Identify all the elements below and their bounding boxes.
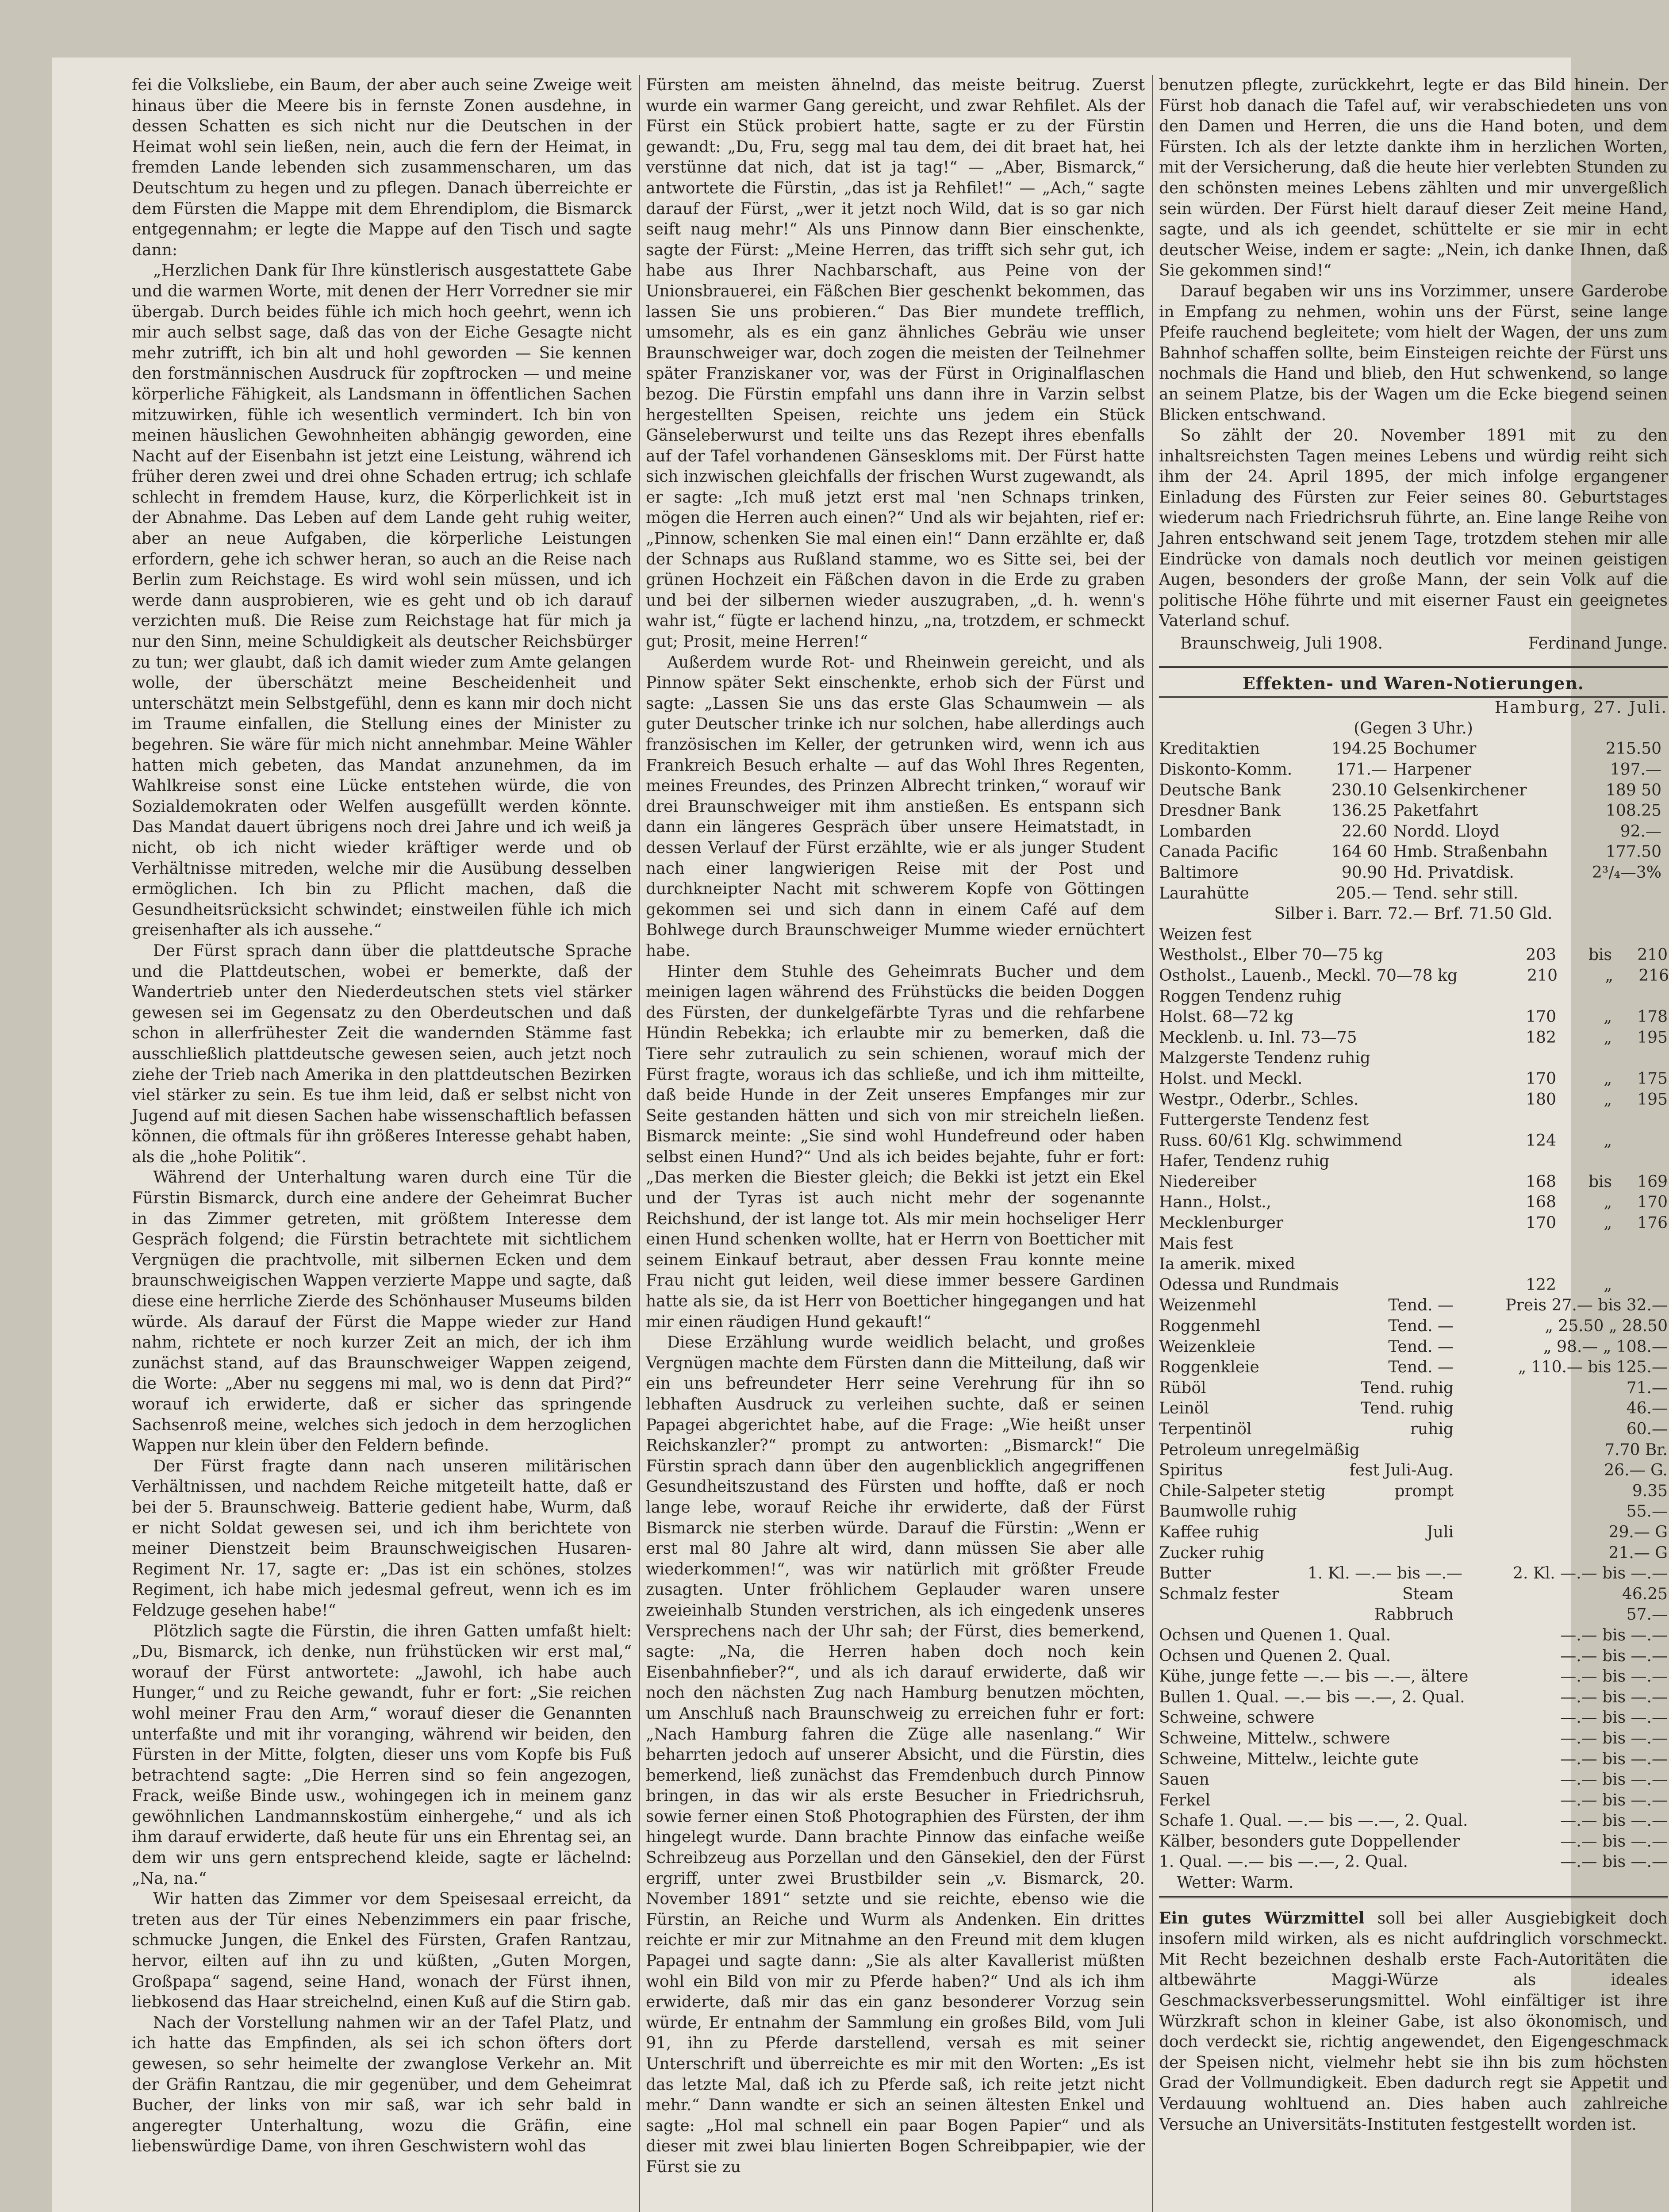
grain-label: Mecklenb. u. Inl. 73—75	[1159, 1028, 1357, 1047]
commodity-label: Leinöl	[1159, 1399, 1209, 1418]
grain-value: 122	[1526, 1275, 1556, 1294]
commodity-label: Butter	[1159, 1564, 1211, 1583]
grain-row	[1159, 1275, 1668, 1296]
grain-label: Holst. und Meckl.	[1159, 1069, 1303, 1088]
stock-name: Tend. sehr still.	[1393, 884, 1519, 902]
paragraph: „Herzlichen Dank für Ihre künstlerisch ausgestattete Gabe und die warmen Worte, mit denen der Herr Vorredner sie mir übergab. Durch beides fühle ich mich hoch geehrt, wenn ich mir auch selbst sage, daß das von der Eiche Gesagte nicht mehr zutrifft, ich bin alt und hohl geworden — Sie kennen den forstmännischen Ausdruck für zopftrocken — und meine körperliche Fähigkeit, als Landsmann in öffentlichen Sachen mitzuwirken, fühle ich wesentlich vermindert. Ich bin von meinen häuslichen Gewohnheiten abhängig geworden, eine Nacht auf der Eisenbahn ist jetzt eine Leistung, während ich früher deren zwei und drei ohne Schaden ertrug; ich schlafe schlecht in fremdem Hause, kurz, die Körperlichkeit ist in der Abnahme. Das Leben auf dem Lande geht ruhig weiter, aber an neue Aufgaben, die körperliche Leistungen erfordern, gehe ich schwer heran, so auch an die Reise nach Berlin zum Reichstage. Es wird wohl sein müssen, und ich werde dann ausprobieren, wie es geht und ob ich darauf verzichten muß. Die Reise zum Reichstage hat für mich ja nur den Sinn, meine Schuldigkeit als deutscher Reichsbürger zu tun; wer glaubt, daß ich damit wieder zum Amte gelangen wolle, der überschätzt meine Bescheidenheit und unterschätzt mein Selbstgefühl, denn es kann mir doch nicht im Traume einfallen, die Stellung eines der Minister zu begehren. Sie wäre für mich nicht annehmbar. Meine Wähler hatten mich gebeten, das Mandat anzunehmen, da im Wahlkreise sonst eine Lücke entstehen würde, die von Sozialdemokraten oder Welfen ausgefüllt werden könnte. Das Mandat dauert übrigens noch drei Jahre und ich weiß ja nicht, ob ich nicht wieder kräftiger werde und ob Verhältnisse mitreden, welche mir die Ausübung desselben ermöglichen. Ich bin zu Pflicht machen, daß die Gesundheitsrücksicht schwindet; einstweilen fühle ich mich greisenhafter als ich aussehe.“	[132, 261, 632, 940]
stock-row	[1159, 780, 1668, 801]
cattle-row	[1159, 1646, 1668, 1667]
stock-price: 90.90	[1341, 863, 1387, 882]
grain-value	[1615, 987, 1668, 1007]
grain-value	[1559, 987, 1612, 1007]
stock-row	[1159, 801, 1668, 822]
commodity-label: Petroleum unregelmäßig	[1159, 1440, 1360, 1459]
commodity-value: „ 110.— bis 125.—	[1518, 1358, 1668, 1377]
commodity-value: 29.— G	[1608, 1523, 1668, 1541]
grain-row	[1159, 987, 1668, 1007]
article-signature	[1159, 634, 1668, 654]
cattle-label: Sauen	[1159, 1770, 1209, 1789]
market-report	[1159, 666, 1668, 1898]
cattle-row	[1159, 1811, 1668, 1832]
commodity-row	[1159, 1357, 1668, 1378]
paragraph: fei die Volksliebe, ein Baum, der aber auch seine Zweige weit hinaus über die Meere bis in fernste Zonen ausdehne, in dessen Schatten es sich nicht nur die Deutschen in der Heimat wohl sein ließen, nein, auch die fern der Heimat, in fremden Lande lebenden sich zusammenscharen, um das Deutschtum zu hegen und zu pflegen. Danach überreichte er dem Fürsten die Mappe mit dem Ehrendiplom, die Bismarck entgegennahm; er legte die Mappe auf den Tisch und sagte dann:	[132, 76, 632, 259]
paragraph: Hinter dem Stuhle des Geheimrats Bucher und dem meinigen lagen während des Frühstücks die beiden Doggen des Fürsten, der dunkelgefärbte Tyras und die rehfarbene Hündin Rebekka; ich erlaubte mir zu bemerken, daß die Tiere sehr zutraulich zu sein schienen, worauf mich der Fürst fragte, woraus ich das schließe, und ich ihm mitteilte, daß beide Hunde in der Zeit unseres Empfanges mir zur Seite gestanden hätten und sich von mir streicheln ließen. Bismarck meinte: „Sie sind wohl Hundefreund oder haben selbst einen Hund?“ Und als ich beides bejahte, fuhr er fort: „Das merken die Biester gleich; die Bekki ist jetzt ein Ekel und der Tyras ist auch nicht mehr der sogenannte Reichshund, der ist lange tot. Als mir mein hochseliger Herr einen Hund schenken wollte, hat er Herrn von Boetticher mit seinem Einkauf betraut, aber dessen Frau konnte meine Frau nicht gut leiden, weil diese immer bessere Gardinen hatte als sie, da ist Herr von Boetticher hingegangen und hat mir einen räudigen Hund gekauft!“	[646, 962, 1145, 1331]
stock-name: Canada Pacific	[1159, 843, 1278, 861]
grain-value: 180	[1526, 1090, 1556, 1109]
cattle-value: —.— bis —.—	[1560, 1853, 1668, 1871]
cattle-row	[1159, 1625, 1668, 1646]
commodity-label: Kaffee ruhig	[1159, 1523, 1259, 1541]
commodity-value: Tend. —	[1388, 1337, 1454, 1356]
commodity-label: Terpentinöl	[1159, 1420, 1252, 1438]
stock-name: Baltimore	[1159, 863, 1239, 882]
grain-value	[1559, 1151, 1612, 1172]
cattle-row	[1159, 1728, 1668, 1749]
commodity-value: Tend. ruhig	[1361, 1399, 1454, 1418]
cattle-row	[1159, 1852, 1668, 1873]
commodity-value	[1308, 1440, 1454, 1461]
commodity-row	[1159, 1419, 1668, 1440]
stock-price: 230.10	[1331, 781, 1387, 799]
grain-value: „	[1604, 1131, 1612, 1150]
cattle-label: Schafe 1. Qual. —.— bis —.—, 2. Qual.	[1159, 1812, 1468, 1830]
grain-label: Holst. 68—72 kg	[1159, 1008, 1294, 1026]
cattle-row	[1159, 1832, 1668, 1852]
cattle-value: —.— bis —.—	[1560, 1647, 1668, 1665]
commodity-value: 21.— G	[1608, 1544, 1668, 1562]
grain-value	[1615, 1275, 1668, 1296]
stock-name: Hmb. Straßenbahn	[1393, 843, 1548, 861]
paragraph: Darauf begaben wir uns ins Vorzimmer, unsere Garderobe in Empfang zu nehmen, wohin uns der Fürst, seine lange Pfeife rauchend begleitete; vom hielt der Wagen, der uns zum Bahnhof schaffen sollte, beim Einsteigen reichte der Fürst uns nochmals die Hand und blieb, den Hut schwenkend, so lange an seinem Platze, bis der Wagen um die Ecke biegend seinen Blicken entschwand.	[1159, 282, 1668, 424]
grain-value: 170	[1526, 1069, 1556, 1088]
stock-name: Deutsche Bank	[1159, 781, 1281, 799]
grain-row	[1159, 1234, 1668, 1255]
signature-place-date: Braunschweig, Juli 1908.	[1180, 634, 1383, 653]
commodity-row	[1159, 1481, 1668, 1502]
commodity-row	[1159, 1543, 1668, 1564]
signature-author: Ferdinand Junge.	[1528, 634, 1668, 653]
commodity-value: Rabbruch	[1374, 1605, 1454, 1624]
commodity-value: 60.—	[1626, 1420, 1668, 1438]
market-title: Effekten- und Waren-Notierungen.	[1159, 671, 1668, 698]
commodity-row	[1159, 1522, 1668, 1543]
grain-value: 203	[1526, 946, 1556, 964]
grain-value	[1459, 1151, 1556, 1172]
stock-name: Gelsenkirchener	[1393, 781, 1527, 799]
stock-price: 22.60	[1341, 822, 1387, 841]
commodity-value: 26.— G.	[1604, 1461, 1668, 1480]
silver-quote: Silber i. Barr. 72.— Brf. 71.50 Gld.	[1274, 905, 1553, 923]
grain-value	[1559, 1110, 1612, 1131]
stock-row	[1159, 739, 1668, 760]
grain-value: 124	[1526, 1131, 1556, 1150]
grain-value: 182	[1526, 1028, 1556, 1047]
commodity-label: Zucker ruhig	[1159, 1544, 1265, 1562]
grain-row	[1159, 1048, 1668, 1069]
cattle-label: Ochsen und Quenen 1. Qual.	[1159, 1626, 1391, 1644]
grain-label: Roggen Tendenz ruhig	[1159, 987, 1342, 1006]
grain-value: 178	[1637, 1008, 1668, 1026]
grain-label: Russ. 60/61 Klg. schwimmend	[1159, 1131, 1402, 1150]
grain-value	[1615, 1110, 1668, 1131]
grain-row	[1159, 1131, 1668, 1152]
grain-row	[1159, 1090, 1668, 1110]
cattle-value: —.— bis —.—	[1560, 1729, 1668, 1747]
ad-text: soll bei aller Ausgiebigkeit doch insofern mild wirken, als es nicht aufdringlich vorschmeckt. Mit Recht bezeichnen deshalb erste Fach-Autoritäten die altbewährte Maggi-Würze als ideales Geschmacksverbesserungsmittel. Wohl einfältiger ist ihre Würzkraft schon in kleiner Gabe, ist also ökonomisch, und doch verdeckt sie, richtig angewendet, den Eigengeschmack der Speisen nicht, vielmehr hebt sie ihn bis zum höchsten Grad der Vollmundigkeit. Eben dadurch regt sie Appetit und Verdauung wohltuend an. Dies haben auch zahlreiche Versuche an Universitäts-Instituten festgestellt worden ist.	[1159, 1909, 1668, 2134]
commodity-value: 46.25	[1622, 1585, 1668, 1603]
grain-row	[1159, 1007, 1668, 1028]
commodity-row	[1159, 1440, 1668, 1461]
commodity-label: Weizenmehl	[1159, 1296, 1257, 1315]
grain-row	[1159, 945, 1668, 966]
cattle-value: —.— bis —.—	[1560, 1791, 1668, 1809]
grain-row	[1159, 1213, 1668, 1234]
stock-price: 92.—	[1620, 822, 1661, 841]
commodity-value: 1. Kl. —.— bis —.—	[1308, 1564, 1462, 1583]
cattle-row	[1159, 1770, 1668, 1790]
commodity-value: Tend. —	[1388, 1317, 1454, 1336]
commodity-value: Preis 27.— bis 32.—	[1505, 1296, 1668, 1315]
grain-row	[1159, 1192, 1668, 1213]
cattle-label: 1. Qual. —.— bis —.—, 2. Qual.	[1159, 1853, 1408, 1871]
grain-value: „	[1604, 1193, 1612, 1212]
commodity-value: Tend. —	[1388, 1358, 1454, 1377]
article-column-3	[1159, 75, 1668, 2135]
commodity-value: fest Juli-Aug.	[1349, 1461, 1454, 1480]
stock-name: Diskonto-Komm.	[1159, 760, 1293, 779]
paragraph: Diese Erzählung wurde weidlich belacht, und großes Vergnügen machte dem Fürsten dann die Mitteilung, daß wir ein uns befreundeter Herr seine Verehrung für ihn so lebhaften Ausdruck zu verleihen suchte, daß er seinen Papagei abgerichtet habe, auf die Frage: „Wie heißt unser Reichskanzler?“ prompt zu antworten: „Bismarck!“ Die Fürstin sprach dann über den augenblicklich angegriffenen Gesundheitszustand des Fürsten und hoffte, daß er noch lange lebe, worauf Reiche ihr erwiderte, daß der Fürst Bismarck nie sterben würde. Darauf die Fürstin: „Wenn er erst mal 80 Jahre alt wird, dann müssen Sie aber alle wiederkommen!“, was wir natürlich mit größter Freude zusagten. Unter fröhlichem Geplauder waren unsere zweieinhalb Stunden verstrichen, als ich eingedenk unseres Versprechens nach der Uhr sah; der Fürst, dies bemerkend, sagte: „Na, die Herren haben doch noch kein Eisenbahnfieber?“, und als ich darauf erwiderte, daß wir noch den nächsten Zug nach Hamburg benutzen möchten, um Anschluß nach Braunschweig zu erreichen fuhr er fort: „Nach Hamburg fahren die Züge alle nasenlang.“ Wir beharrten jedoch auf unserer Absicht, und die Fürstin, dies bemerkend, ließ zunächst das Fremdenbuch durch Pinnow bringen, in das wir als erste Besucher in Friedrichsruh, sowie ferner einen Stoß Photographien des Fürsten, der ihm hingelegt wurde. Dann brachte Pinnow das einfache weiße Schreibzeug aus Porzellan und den Gänsekiel, den der Fürst ergriff, unter zwei Brustbilder sein „v. Bismarck, 20. November 1891“ setzte und sie reichte, ebenso wie die Fürstin, an Reiche und Wurm als Andenken. Ein drittes reichte er mir zur Mitnahme an den Freund mit dem klugen Papagei und sagte dann: „Sie als alter Kavallerist müßten wohl ein Bild von mir zu Pferde haben?“ Und als ich ihm erwiderte, daß mir das ein ganz besonderer Vorzug sein würde, Er entnahm der Sammlung ein großes Bild, vom Juli 91, ihn zu Pferde darstellend, versah es mit seiner Unterschrift und überreichte es mir mit den Worten: „Es ist das letzte Mal, daß ich zu Pferde saß, ich reite jetzt nicht mehr.“ Dann wandte er sich an seinen ältesten Enkel und sagte: „Hol mal schnell ein paar Bogen Papier“ und als dieser mit zwei blau linierten Bogen Schreibpapier, wie der Fürst sie zu	[646, 1333, 1145, 2176]
cattle-label: Schweine, schwere	[1159, 1709, 1315, 1727]
newspaper-page	[52, 58, 1669, 2212]
stock-price: 177.50	[1606, 843, 1661, 861]
paragraph: Außerdem wurde Rot- und Rheinwein gereicht, und als Pinnow später Sekt einschenkte, erhob sich der Fürst und sagte: „Lassen Sie uns das erste Glas Schaumwein — als guter Deutscher trinke ich nur solchen, habe allerdings auch französischen im Keller, der getrunken wird, wenn ich aus Frankreich Besuch erhalte — auf das Wohl Ihres Regenten, meines Freundes, des Prinzen Albrecht trinken,“ worauf wir drei Braunschweiger mit ihm anstießen. Es entspann sich dann ein längeres Gespräch über unsere Heimatstadt, in dessen Verlauf der Fürst erzählte, wie er als junger Student nach einer langwierigen Reise mit der Post und durchkneipter Nacht mit schwerem Kopfe von Göttingen gekommen sei und sich dann in einem Café auf dem Bohlwege durch Braunschweiger Mumme wieder ernüchtert habe.	[646, 653, 1145, 960]
commodity-value: 2. Kl. —.— bis —.—	[1513, 1564, 1668, 1583]
column-divider	[1152, 75, 1153, 2212]
commodity-row	[1159, 1605, 1668, 1625]
grain-value	[1559, 1254, 1612, 1275]
stock-price: 194.25	[1331, 740, 1387, 758]
cattle-value: —.— bis —.—	[1560, 1832, 1668, 1851]
commodity-label: Schmalz fester	[1159, 1585, 1279, 1603]
grain-value	[1615, 1131, 1668, 1152]
grain-value: 210	[1527, 966, 1558, 985]
paragraph: Plötzlich sagte die Fürstin, die ihren Gatten umfaßt hielt: „Du, Bismarck, ich denke, nun frühstücken wir erst mal,“ worauf der Fürst antwortete: „Jawohl, ich habe auch Hunger,“ und zu Reiche gewandt, fuhr er fort: „Sie reichen wohl meiner Frau den Arm,“ worauf dieser die Genannten unterfaßte und mit ihr voranging, während wir beiden, den Fürsten in der Mitte, folgten, dieser uns vom Kopfe bis Fuß betrachtend sagte: „Die Herren sind so fein angezogen, Frack, weiße Binde usw., wohingegen ich in meinem ganz gewöhnlichen Landmannskostüm einhergehe,“ und als ich ihm darauf erwiderte, daß heute für uns ein Ehrentag sei, an dem wir uns gern entsprechend kleide, sagte er lächelnd: „Na, na.“	[132, 1622, 632, 1888]
grain-value: „	[1604, 1028, 1612, 1047]
commodity-row	[1159, 1502, 1668, 1522]
market-place-date: Hamburg, 27. Juli.	[1494, 699, 1668, 717]
grain-value: „	[1604, 1090, 1612, 1109]
grain-value: 170	[1526, 1008, 1556, 1026]
commodity-value: 71.—	[1626, 1379, 1668, 1397]
grain-row	[1159, 966, 1668, 987]
article-column-1	[132, 75, 632, 2157]
paragraph: Der Fürst fragte dann nach unseren militärischen Verhältnissen, und nachdem Reiche mitgeteilt hatte, daß er bei der 5. Braunschweig. Batterie gedient habe, Wurm, daß er nicht Soldat gewesen sei, und ich ihm berichtete von meiner Dienstzeit beim Braunschweigischen Husaren-Regiment Nr. 17, sagte er: „Das ist ein schönes, stolzes Regiment, ich habe mich jedesmal gefreut, wenn ich es im Feldzuge gesehen habe!“	[132, 1457, 632, 1620]
grain-value: 216	[1638, 966, 1669, 985]
stock-name: Bochumer	[1393, 740, 1477, 758]
grain-value	[1615, 925, 1668, 945]
grain-value: „	[1604, 1275, 1612, 1294]
grain-row	[1159, 1069, 1668, 1090]
grain-label: Mecklenburger	[1159, 1214, 1284, 1233]
commodity-row	[1159, 1460, 1668, 1481]
stock-name: Dresdner Bank	[1159, 802, 1281, 820]
commodity-label: Weizenkleie	[1159, 1337, 1255, 1356]
commodity-row	[1159, 1295, 1668, 1316]
stock-row	[1159, 842, 1668, 863]
ad-headline: Ein gutes Würzmittel	[1159, 1909, 1365, 1928]
commodity-value: 46.—	[1626, 1399, 1668, 1418]
commodity-row	[1159, 1378, 1668, 1399]
grain-value: „	[1604, 1069, 1612, 1088]
article-column-2	[646, 75, 1145, 2178]
cattle-label: Bullen 1. Qual. —.— bis —.—, 2. Qual.	[1159, 1688, 1465, 1706]
column-divider	[639, 75, 640, 2212]
grain-value: 168	[1526, 1193, 1556, 1212]
grain-row	[1159, 1172, 1668, 1193]
grain-value: 169	[1637, 1172, 1668, 1191]
commodity-value	[1308, 1543, 1454, 1564]
stock-row	[1159, 822, 1668, 842]
stock-price	[1584, 883, 1668, 904]
grain-value	[1559, 1048, 1612, 1069]
grain-value	[1559, 1234, 1612, 1255]
cattle-row	[1159, 1667, 1668, 1687]
stock-name: Harpener	[1393, 760, 1472, 779]
commodity-value: 57.—	[1626, 1605, 1668, 1624]
cattle-label: Kühe, junge fette —.— bis —.—, ältere	[1159, 1667, 1469, 1686]
grain-label: Malzgerste Tendenz ruhig	[1159, 1049, 1370, 1068]
weather-line: Wetter: Warm.	[1159, 1873, 1668, 1898]
stock-name: Kreditaktien	[1159, 740, 1260, 758]
paragraph: Fürsten am meisten ähnelnd, das meiste beitrug. Zuerst wurde ein warmer Gang gereicht, und zwar Rehfilet. Als der Fürst ein Stück probiert hatte, sagte er zu der Fürstin gewandt: „Du, Fru, segg mal tau dem, dei dit braet hat, hei verstünne dat nich, dat ist ja tag!“ — „Aber, Bismarck,“ antwortete die Fürstin, „das ist ja Rehfilet!“ — „Ach,“ sagte darauf der Fürst, „wer it jetzt noch Wild, dat is so gar nich seift naug mehr!“ Als uns Pinnow dann Bier einschenkte, sagte der Fürst: „Meine Herren, das trifft sich sehr gut, ich habe aus Ihrer Nachbarschaft, aus Peine von der Unionsbrauerei, ein Fäßchen Bier geschenkt bekommen, das lassen Sie uns probieren.“ Das Bier mundete trefflich, umsomehr, als es ein ganz ähnliches Gebräu wie unser Braunschweiger war, doch zogen die meisten der Teilnehmer später Franziskaner vor, was der Fürst in Originalflaschen bezog. Die Fürstin empfahl uns dann ihre in Varzin selbst hergestellten Speisen, reichte uns jedem ein Stück Gänseleberwurst und teilte uns das Rezept ihres ebenfalls auf der Tafel vorhandenen Gänseskloms mit. Der Fürst hatte sich inzwischen gleichfalls der frischen Wurst zugewandt, als er sagte: „Ich muß jetzt erst mal 'nen Schnaps trinken, mögen die Herren auch einen?“ Und als wir bejahten, rief er: „Pinnow, schenken Sie mal einen ein!“ Dann erzählte er, daß der Schnaps aus Rußland stamme, wo es Sitte sei, bei der grünen Hochzeit ein Fäßchen davon in die Erde zu graben und bei der silbernen wieder auszugraben, „d. h. wenn's wahr ist,“ fügte er lachend hinzu, „na, trotzdem, er schmeckt gut; Prosit, meine Herren!“	[646, 76, 1145, 651]
grain-value: „	[1604, 1214, 1612, 1233]
advertisement	[1159, 1908, 1668, 2135]
grain-row	[1159, 1151, 1668, 1172]
grain-value: 195	[1637, 1090, 1668, 1109]
cattle-value: —.— bis —.—	[1560, 1709, 1668, 1727]
stock-price: 197.—	[1610, 760, 1661, 779]
grain-value: 175	[1637, 1069, 1668, 1088]
grain-value	[1615, 1234, 1668, 1255]
cattle-label: Ferkel	[1159, 1791, 1211, 1809]
grain-value	[1459, 987, 1556, 1007]
commodity-quotes	[1159, 1295, 1668, 1625]
grain-label: Hann., Holst.,	[1159, 1193, 1271, 1212]
stock-price: 136.25	[1331, 802, 1387, 820]
grain-label: Westholst., Elber 70—75 kg	[1159, 946, 1383, 964]
stock-name: Paketfahrt	[1393, 802, 1478, 820]
stock-price: 205.—	[1335, 884, 1387, 902]
grain-value: 170	[1637, 1193, 1668, 1212]
commodity-value: Tend. —	[1388, 1296, 1454, 1315]
cattle-row	[1159, 1708, 1668, 1728]
grain-value: 210	[1637, 946, 1668, 964]
grain-value	[1559, 925, 1612, 945]
grain-label: Futtergerste Tendenz fest	[1159, 1111, 1369, 1129]
commodity-value: ruhig	[1410, 1420, 1454, 1438]
cattle-value: —.— bis —.—	[1560, 1750, 1668, 1768]
stock-price: 171.—	[1335, 760, 1387, 779]
commodity-row	[1159, 1337, 1668, 1358]
commodity-row	[1159, 1316, 1668, 1337]
cattle-row	[1159, 1790, 1668, 1811]
cattle-value: —.— bis —.—	[1560, 1688, 1668, 1706]
commodity-label: Chile-Salpeter stetig	[1159, 1482, 1326, 1500]
grain-label: Ostholst., Lauenb., Meckl. 70—78 kg	[1159, 966, 1458, 985]
grain-value: 195	[1637, 1028, 1668, 1047]
commodity-row	[1159, 1398, 1668, 1419]
stock-row	[1159, 863, 1668, 883]
grain-value	[1615, 1048, 1668, 1069]
commodity-label: Baumwolle ruhig	[1159, 1502, 1297, 1521]
paragraph: Der Fürst sprach dann über die plattdeutsche Sprache und die Plattdeutschen, wobei er bemerkte, daß der Wandertrieb unter den Niederdeutschen stets viel stärker gewesen sei im Gegensatz zu den Oberdeutschen und daß schon in allerfrühester Zeit die wandernden Stämme fast ausschließlich plattdeutsche gewesen seien, auch jetzt noch ziehe der Trieb nach Amerika in den plattdeutschen Bezirken viel stärker zu sein. Es tue ihm leid, daß er selbst nicht von Jugend auf mit diesen Sachen habe wissenschaftlich befassen können, die oftmals für ihn größeres Interesse gehabt haben, als die „hohe Politik“.	[132, 941, 632, 1166]
stock-row	[1159, 883, 1668, 904]
stock-price: 108.25	[1606, 802, 1661, 820]
stock-name: Nordd. Lloyd	[1393, 822, 1500, 841]
grain-value	[1459, 1234, 1556, 1255]
grain-row	[1159, 1110, 1668, 1131]
commodity-row	[1159, 1563, 1668, 1584]
cattle-label: Schweine, Mittelw., schwere	[1159, 1729, 1390, 1747]
grain-value: 168	[1526, 1172, 1556, 1191]
grain-value	[1459, 1110, 1556, 1131]
grain-row	[1159, 1028, 1668, 1048]
grain-label: Odessa und Rundmais	[1159, 1275, 1339, 1294]
grain-value: „	[1605, 966, 1613, 985]
stock-name: Lombarden	[1159, 822, 1251, 841]
grain-label: Niedereiber	[1159, 1172, 1257, 1191]
grain-value	[1615, 1254, 1668, 1275]
grain-quotes	[1159, 925, 1668, 1296]
commodity-row	[1159, 1584, 1668, 1605]
stock-name: Hd. Privatdisk.	[1393, 863, 1514, 882]
commodity-value: prompt	[1394, 1482, 1454, 1500]
cattle-row	[1159, 1749, 1668, 1770]
grain-label: Ia amerik. mixed	[1159, 1255, 1295, 1274]
cattle-value: —.— bis —.—	[1560, 1667, 1668, 1686]
cattle-label: Schweine, Mittelw., leichte gute	[1159, 1750, 1419, 1768]
cattle-row	[1159, 1687, 1668, 1708]
stock-name: Laurahütte	[1159, 884, 1249, 902]
commodity-value: 55.—	[1626, 1502, 1668, 1521]
stock-price: 189 50	[1606, 781, 1661, 799]
commodity-label: Roggenkleie	[1159, 1358, 1259, 1377]
grain-value: bis	[1588, 946, 1612, 964]
commodity-value: Steam	[1402, 1585, 1454, 1603]
grain-value: bis	[1588, 1172, 1612, 1191]
stock-price: 215.50	[1606, 740, 1661, 758]
paragraph: So zählt der 20. November 1891 mit zu den inhaltsreichsten Tagen meines Lebens und würdig reiht sich ihm der 24. April 1895, der mich infolge ergangener Einladung des Fürsten zur Feier seines 80. Geburtstages wiederum nach Friedrichsruh führte, an. Eine lange Reihe von Jahren entschwand seit jenem Tage, trotzdem stehen mir alle Eindrücke von damals noch deutlich vor meinen geistigen Augen, besonders der große Mann, der sein Volk auf die politische Höhe führte und mit eiserner Faust ein geeignetes Vaterland schuf.	[1159, 426, 1668, 630]
stock-price: 164 60	[1331, 843, 1387, 861]
paragraph: benutzen pflegte, zurückkehrt, legte er das Bild hinein. Der Fürst hob danach die Tafel auf, wir verabschiedeten uns von den Damen und Herren, die uns die Hand boten, und dem Fürsten. Ich als der letzte dankte ihm in herzlichen Worten, mit der Versicherung, daß die heute hier verlebten Stunden zu den schönsten meines Lebens zählten und mir unvergeßlich sein würden. Der Fürst hielt darauf dieser Zeit meine Hand, sagte, und als ich geendet, schüttelte er sie mir in echt deutscher Weise, indem er sagte: „Nein, ich danke Ihnen, daß Sie gekommen sind!“	[1159, 76, 1668, 280]
grain-value	[1459, 1254, 1556, 1275]
grain-label: Mais fest	[1159, 1234, 1233, 1253]
paragraph: Wir hatten das Zimmer vor dem Speisesaal erreicht, da treten aus der Tür eines Nebenzimmers ein paar frische, schmucke Jungen, die Enkel des Fürsten, Grafen Rantzau, hervor, eilten auf ihn zu und küßten, „Guten Morgen, Großpapa“ sagend, seine Hand, wonach der Fürst ihnen, liebkosend das Haar streichelnd, einen Kuß auf die Stirn gab.	[132, 1890, 632, 2012]
grain-label: Weizen fest	[1159, 925, 1252, 944]
grain-value	[1615, 1151, 1668, 1172]
grain-row	[1159, 1254, 1668, 1275]
cattle-value: —.— bis —.—	[1560, 1626, 1668, 1644]
grain-value: „	[1604, 1008, 1612, 1026]
paragraph: Während der Unterhaltung waren durch eine Tür die Fürstin Bismarck, durch eine andere der Geheimrat Bucher in das Zimmer getreten, mit größtem Interesse dem Gespräch folgend; die Fürstin betrachtete mit sichtlichem Vergnügen die prachtvolle, mit silbernen Ecken und dem braunschweigischen Wappen verzierte Mappe und sagte, daß diese eine herrliche Zierde des Schönhauser Museums bilden würde. Als darauf der Fürst die Mappe wieder zur Hand nahm, richtete er noch kurzer Zeit an mich, der ich ihm zunächst stand, auf das Braunschweiger Wappen zeigend, die Worte: „Aber nu seggens mi mal, wo is denn dat Pird?“ worauf ich erwiderte, daß er sicher das springende Sachsenroß meine, welches sich jedoch in dem herzoglichen Wappen nur klein über den Feldern befinde.	[132, 1168, 632, 1455]
commodity-value: „ 98.— „ 108.—	[1543, 1337, 1668, 1356]
market-time: (Gegen 3 Uhr.)	[1354, 719, 1473, 737]
grain-label: Westpr., Oderbr., Schles.	[1159, 1090, 1359, 1109]
grain-label: Hafer, Tendenz ruhig	[1159, 1152, 1330, 1171]
grain-value	[1459, 1048, 1556, 1069]
grain-value	[1459, 925, 1556, 945]
grain-value: 176	[1637, 1214, 1668, 1233]
commodity-value: Tend. ruhig	[1361, 1379, 1454, 1397]
commodity-value: 9.35	[1632, 1482, 1668, 1500]
cattle-value: —.— bis —.—	[1560, 1770, 1668, 1789]
commodity-value: „ 25.50 „ 28.50	[1545, 1317, 1668, 1336]
commodity-value: 7.70 Br.	[1604, 1440, 1668, 1459]
cattle-label: Ochsen und Quenen 2. Qual.	[1159, 1647, 1391, 1665]
stock-quotes	[1159, 739, 1668, 904]
grain-row	[1159, 925, 1668, 945]
cattle-label: Kälber, besonders gute Doppellender	[1159, 1832, 1460, 1851]
paragraph: Nach der Vorstellung nahmen wir an der Tafel Platz, und ich hatte das Empfinden, als sei ich schon öfters dort gewesen, so sehr heimelte der zwanglose Verkehr an. Mit der Gräfin Rantzau, die mir gegenüber, und dem Geheimrat Bucher, der links von mir saß, war ich sehr bald in angeregter Unterhaltung, wozu die Gräfin, eine liebenswürdige Dame, von ihren Geschwistern wohl das	[132, 2013, 632, 2156]
grain-value: 170	[1526, 1214, 1556, 1233]
stock-row	[1159, 760, 1668, 780]
stock-price: 2³/₄—3%	[1592, 863, 1661, 882]
cattle-value: —.— bis —.—	[1560, 1812, 1668, 1830]
commodity-label: Spiritus	[1159, 1461, 1223, 1480]
commodity-label	[1159, 1605, 1305, 1625]
commodity-label: Rüböl	[1159, 1379, 1206, 1397]
commodity-label: Roggenmehl	[1159, 1317, 1261, 1336]
commodity-value	[1308, 1502, 1454, 1522]
cattle-quotes	[1159, 1625, 1668, 1873]
commodity-value: Juli	[1427, 1523, 1454, 1541]
